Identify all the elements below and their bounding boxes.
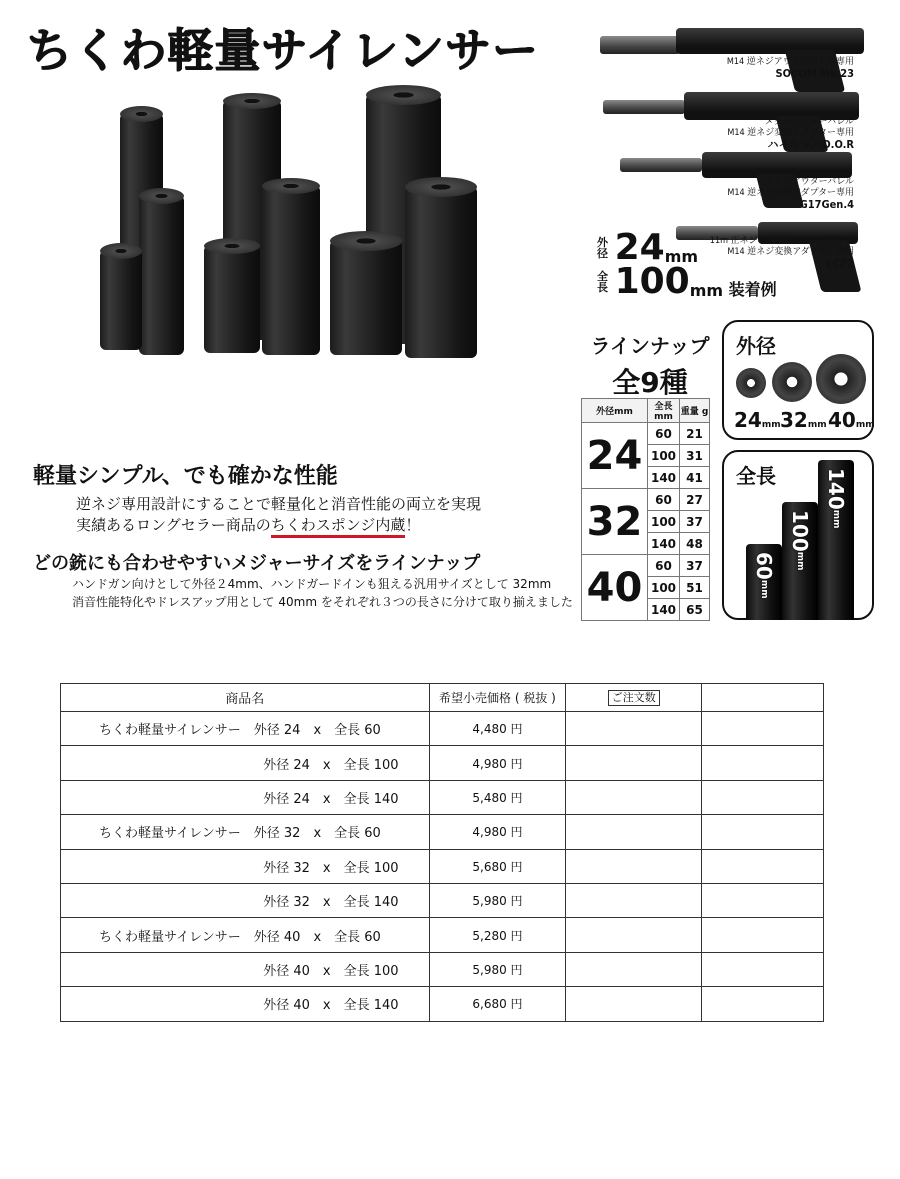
lineup-title: ラインナップ 全9種 xyxy=(590,334,710,399)
length-key: 全長 xyxy=(597,270,608,294)
product-name: 外径 40 x 全長 140 xyxy=(61,987,430,1021)
price-table-header xyxy=(61,684,824,712)
disc-32-icon xyxy=(772,362,812,402)
pistol-image xyxy=(684,92,859,120)
extra-cell xyxy=(702,952,824,986)
silencer-32x100 xyxy=(262,185,320,355)
order-quantity-cell[interactable] xyxy=(566,712,702,746)
product-name: ちくわ軽量サイレンサー 外径 24 x 全長 60 xyxy=(61,712,430,746)
table-row xyxy=(61,883,824,917)
length-unit: mm xyxy=(689,281,724,300)
lineup-table xyxy=(581,398,710,621)
disc-label-32: 32mm xyxy=(780,408,827,432)
lineup-diameter: 24 xyxy=(582,423,648,489)
table-row xyxy=(61,987,824,1021)
lineup-weight: 41 xyxy=(680,467,710,489)
lineup-length: 140 xyxy=(648,533,680,555)
product-price: 5,480 円 xyxy=(429,780,566,814)
lineup-length: 100 xyxy=(648,511,680,533)
product-price: 6,680 円 xyxy=(429,987,566,1021)
table-row xyxy=(61,952,824,986)
lineup-length: 60 xyxy=(648,423,680,445)
silencer-32x60 xyxy=(204,245,260,353)
lineup-weight: 65 xyxy=(680,599,710,621)
length-value: 100 xyxy=(614,261,690,302)
rod-label-100: 100mm xyxy=(788,510,812,571)
product-price: 5,980 円 xyxy=(429,883,566,917)
table-row xyxy=(61,918,824,952)
extra-cell xyxy=(702,883,824,917)
length-card xyxy=(722,450,874,620)
silencer-24x60 xyxy=(100,250,142,350)
silencer-40x60 xyxy=(330,240,402,355)
order-quantity-cell[interactable] xyxy=(566,815,702,849)
col-price: 希望小売価格 ( 税抜 ) xyxy=(429,684,566,712)
lineup-line-2: 消音性能特化やドレスアップ用として 40mm をそれぞれ３つの長さに分けて取り揃えました xyxy=(72,595,573,609)
mount-suffix: 装着例 xyxy=(728,280,777,299)
lineup-length: 60 xyxy=(648,555,680,577)
silencer-24x100 xyxy=(139,195,184,355)
extra-cell xyxy=(702,849,824,883)
disc-40-icon xyxy=(816,354,866,404)
diameter-value: 24 xyxy=(614,227,665,268)
lineup-weight: 37 xyxy=(680,555,710,577)
product-price: 5,680 円 xyxy=(429,849,566,883)
product-name: 外径 24 x 全長 100 xyxy=(61,746,430,780)
extra-cell xyxy=(702,918,824,952)
lineup-head-weight: 重量 g xyxy=(680,399,710,423)
lineup-weight: 37 xyxy=(680,511,710,533)
product-name: ちくわ軽量サイレンサー 外径 32 x 全長 60 xyxy=(61,815,430,849)
lineup-diameter: 40 xyxy=(582,555,648,621)
silencer-on-gun xyxy=(620,158,702,172)
lineup-length: 100 xyxy=(648,577,680,599)
silencer-on-gun xyxy=(600,36,680,54)
rod-label-140: 140mm xyxy=(824,468,848,529)
diameter-key: 外径 xyxy=(597,236,608,260)
extra-cell xyxy=(702,815,824,849)
outer-diameter-card xyxy=(722,320,874,440)
outer-diameter-title: 外径 xyxy=(736,334,776,358)
product-name: 外径 24 x 全長 140 xyxy=(61,780,430,814)
product-price: 5,280 円 xyxy=(429,918,566,952)
gun-caption-g17: メタルアウターバレル M14 逆ネジ変換アダプター専用 G17Gen.4 xyxy=(727,177,854,211)
table-row xyxy=(61,815,824,849)
product-price: 4,980 円 xyxy=(429,815,566,849)
col-product-name: 商品名 xyxy=(61,684,430,712)
silencer-on-gun xyxy=(603,100,685,114)
lineup-weight: 27 xyxy=(680,489,710,511)
mount-length xyxy=(597,261,777,302)
order-quantity-cell[interactable] xyxy=(566,849,702,883)
lineup-length: 60 xyxy=(648,489,680,511)
lineup-weight: 21 xyxy=(680,423,710,445)
length-title: 全長 xyxy=(736,464,776,488)
table-row xyxy=(61,849,824,883)
disc-label-40: 40mm xyxy=(828,408,875,432)
lineup-weight: 48 xyxy=(680,533,710,555)
table-row xyxy=(61,746,824,780)
order-quantity-cell[interactable] xyxy=(566,987,702,1021)
product-price: 4,980 円 xyxy=(429,746,566,780)
order-quantity-cell[interactable] xyxy=(566,780,702,814)
lineup-diameter: 32 xyxy=(582,489,648,555)
extra-cell xyxy=(702,712,824,746)
lineup-heading: どの銃にも合わせやすいメジャーサイズをラインナップ xyxy=(33,553,481,574)
lineup-weight: 31 xyxy=(680,445,710,467)
lineup-line-1: ハンドガン向けとして外径２4mm、ハンドガードインも狙える汎用サイズとして 32mm xyxy=(72,577,552,591)
feature-line-1: 逆ネジ専用設計にすることで軽量化と消音性能の両立を実現 xyxy=(76,495,482,513)
lineup-head-diameter: 外径mm xyxy=(582,399,648,423)
lineup-length: 100 xyxy=(648,445,680,467)
lineup-head-length: 全長 mm xyxy=(648,399,680,423)
product-name: 外径 32 x 全長 140 xyxy=(61,883,430,917)
feature-heading: 軽量シンプル、でも確かな性能 xyxy=(33,464,338,489)
product-name: 外径 40 x 全長 100 xyxy=(61,952,430,986)
gun-caption-lcp2: 11m 正ネジサイレンサーアダプター M14 逆ネジ変換アダプター専用 LCP2 xyxy=(709,236,854,270)
extra-cell xyxy=(702,987,824,1021)
col-blank xyxy=(702,684,824,712)
table-row xyxy=(61,780,824,814)
lineup-length: 140 xyxy=(648,467,680,489)
lineup-weight: 51 xyxy=(680,577,710,599)
col-order xyxy=(566,684,702,712)
product-name: ちくわ軽量サイレンサー 外径 40 x 全長 60 xyxy=(61,918,430,952)
order-quantity-cell[interactable] xyxy=(566,883,702,917)
feature-line-2: 実績あるロングセラー商品のちくわスポンジ内蔵！ xyxy=(76,514,420,536)
disc-label-24: 24mm xyxy=(734,408,781,432)
table-row xyxy=(61,712,824,746)
pistol-image xyxy=(676,28,864,54)
disc-24-icon xyxy=(736,368,766,398)
gun-caption-hicapa: メタルアウターバレル M14 逆ネジ変換アダプター専用 ハイキャパD.O.R xyxy=(727,117,854,151)
price-table xyxy=(60,683,824,1022)
highlight-sponge: ちくわスポンジ内蔵 xyxy=(271,516,406,538)
product-price: 4,480 円 xyxy=(429,712,566,746)
product-price: 5,980 円 xyxy=(429,952,566,986)
product-name: 外径 32 x 全長 100 xyxy=(61,849,430,883)
extra-cell xyxy=(702,746,824,780)
lineup-length: 140 xyxy=(648,599,680,621)
order-quantity-cell[interactable] xyxy=(566,918,702,952)
diameter-unit: mm xyxy=(664,247,699,266)
order-quantity-label: ご注文数 xyxy=(608,690,660,706)
order-quantity-cell[interactable] xyxy=(566,952,702,986)
gun-caption-socom: M14 逆ネジアウターバレル専用 SOCOM Mk.23 xyxy=(726,57,854,80)
order-quantity-cell[interactable] xyxy=(566,746,702,780)
page-title: ちくわ軽量サイレンサー xyxy=(26,23,539,77)
extra-cell xyxy=(702,780,824,814)
silencer-40x100 xyxy=(405,186,477,358)
rod-label-60: 60mm xyxy=(752,552,776,599)
